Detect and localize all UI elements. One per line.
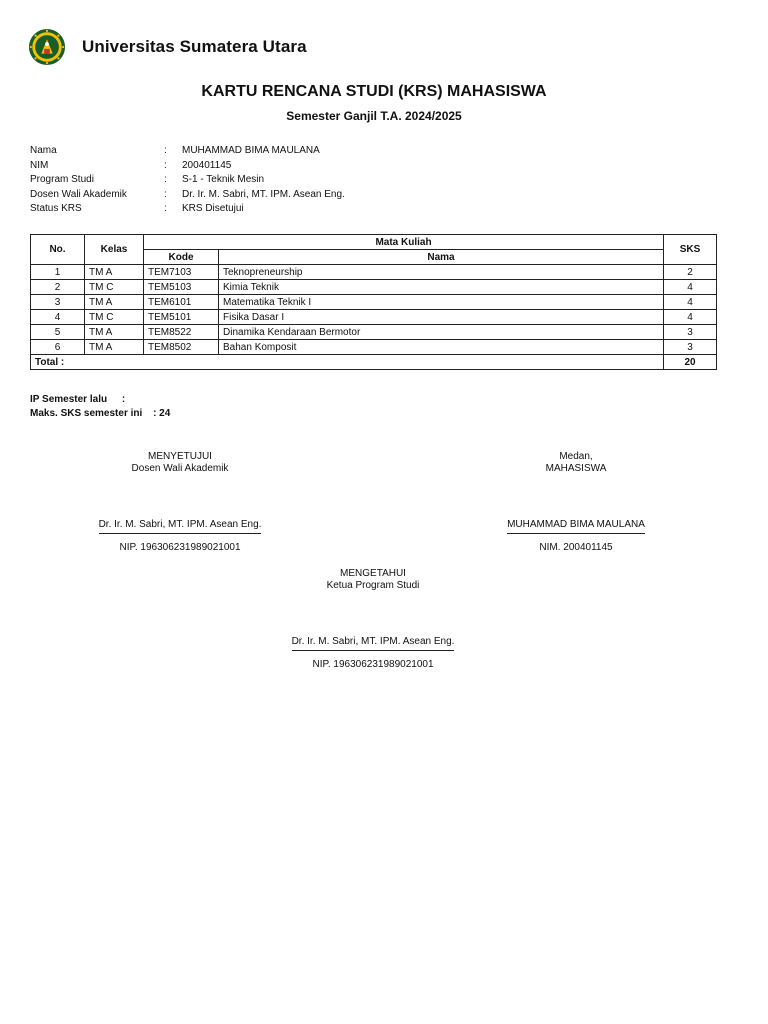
- cell-kelas: TM A: [85, 265, 144, 280]
- info-value: KRS Disetujui: [182, 203, 244, 215]
- info-colon: :: [164, 203, 167, 215]
- usu-seal-logo-icon: [28, 28, 66, 66]
- document-header: [28, 28, 307, 66]
- university-name: Universitas Sumatera Utara: [82, 37, 307, 56]
- header-mata-kuliah: Mata Kuliah: [144, 235, 664, 250]
- cell-nama: Matematika Teknik I: [219, 295, 664, 310]
- signature-student: [466, 451, 686, 554]
- info-row-program-studi: [30, 173, 345, 188]
- cell-no: 2: [31, 280, 85, 295]
- cell-nama: Fisika Dasar I: [219, 310, 664, 325]
- header-nama: Nama: [219, 250, 664, 265]
- course-table: [30, 234, 717, 370]
- table-row: [31, 310, 717, 325]
- cell-no: 5: [31, 325, 85, 340]
- info-label: Program Studi: [30, 174, 94, 186]
- cell-kode: TEM5103: [144, 280, 219, 295]
- header-kelas: Kelas: [85, 235, 144, 265]
- cell-kelas: TM A: [85, 325, 144, 340]
- acknowledge-heading: MENGETAHUI: [340, 568, 406, 579]
- maks-sks-value: : 24: [153, 407, 171, 419]
- place-label: Medan,: [559, 451, 593, 462]
- total-sks: 20: [664, 355, 717, 370]
- info-label: Nama: [30, 145, 57, 156]
- cell-kelas: TM C: [85, 280, 144, 295]
- info-colon: :: [164, 188, 167, 200]
- cell-nama: Bahan Komposit: [219, 340, 664, 355]
- cell-sks: 2: [664, 265, 717, 280]
- advisor-name: Dr. Ir. M. Sabri, MT. IPM. Asean Eng.: [99, 519, 262, 534]
- info-colon: :: [164, 159, 167, 171]
- info-value: Dr. Ir. M. Sabri, MT. IPM. Asean Eng.: [182, 188, 345, 200]
- semester-summary: [30, 393, 170, 420]
- table-row: [31, 280, 717, 295]
- cell-kode: TEM8522: [144, 325, 219, 340]
- table-row: [31, 265, 717, 280]
- table-row: [31, 295, 717, 310]
- approval-role: Dosen Wali Akademik: [131, 463, 229, 474]
- cell-kelas: TM C: [85, 310, 144, 325]
- cell-no: 3: [31, 295, 85, 310]
- info-row-nama: [30, 144, 345, 159]
- student-name: MUHAMMAD BIMA MAULANA: [507, 519, 645, 534]
- total-label: Total :: [31, 355, 664, 370]
- info-label: Status KRS: [30, 203, 82, 215]
- info-value: 200401145: [182, 159, 232, 171]
- info-colon: :: [164, 145, 167, 156]
- table-row: [31, 325, 717, 340]
- maks-sks-label: Maks. SKS semester ini: [30, 407, 143, 419]
- info-label: NIM: [30, 159, 49, 171]
- table-header-row: [31, 235, 717, 250]
- program-head-nip: NIP. 196306231989021001: [312, 659, 434, 670]
- header-kode: Kode: [144, 250, 219, 265]
- ip-semester-row: [30, 393, 170, 407]
- cell-sks: 4: [664, 280, 717, 295]
- header-no: No.: [31, 235, 85, 265]
- info-row-status-krs: [30, 202, 345, 217]
- program-head-role: Ketua Program Studi: [326, 580, 420, 591]
- header-sks: SKS: [664, 235, 717, 265]
- cell-sks: 4: [664, 295, 717, 310]
- student-role: MAHASISWA: [545, 463, 607, 474]
- info-colon: :: [164, 174, 167, 186]
- cell-sks: 3: [664, 340, 717, 355]
- cell-sks: 3: [664, 325, 717, 340]
- cell-nama: Teknopreneurship: [219, 265, 664, 280]
- info-value: MUHAMMAD BIMA MAULANA: [182, 145, 320, 156]
- student-info: [30, 144, 345, 217]
- cell-kelas: TM A: [85, 295, 144, 310]
- maks-sks-row: [30, 407, 170, 421]
- cell-kode: TEM8502: [144, 340, 219, 355]
- ip-semester-label: IP Semester lalu: [30, 394, 108, 405]
- cell-kode: TEM6101: [144, 295, 219, 310]
- signature-program-head: [263, 568, 483, 671]
- cell-nama: Dinamika Kendaraan Bermotor: [219, 325, 664, 340]
- info-label: Dosen Wali Akademik: [30, 188, 127, 200]
- info-value: S-1 - Teknik Mesin: [182, 174, 265, 186]
- table-total-row: [31, 355, 717, 370]
- cell-nama: Kimia Teknik: [219, 280, 664, 295]
- cell-sks: 4: [664, 310, 717, 325]
- ip-semester-value: :: [121, 394, 126, 405]
- cell-no: 1: [31, 265, 85, 280]
- cell-kode: TEM5101: [144, 310, 219, 325]
- signature-advisor: [70, 451, 290, 554]
- student-nim: NIM. 200401145: [539, 542, 613, 553]
- cell-kelas: TM A: [85, 340, 144, 355]
- table-row: [31, 340, 717, 355]
- document-subtitle: Semester Ganjil T.A. 2024/2025: [286, 109, 462, 123]
- cell-no: 4: [31, 310, 85, 325]
- cell-kode: TEM7103: [144, 265, 219, 280]
- info-row-nim: [30, 159, 345, 174]
- approval-heading: MENYETUJUI: [148, 451, 212, 462]
- program-head-name: Dr. Ir. M. Sabri, MT. IPM. Asean Eng.: [292, 636, 455, 651]
- document-title: KARTU RENCANA STUDI (KRS) MAHASISWA: [201, 83, 547, 100]
- advisor-nip: NIP. 196306231989021001: [119, 542, 241, 553]
- cell-no: 6: [31, 340, 85, 355]
- info-row-dosen-wali: [30, 188, 345, 203]
